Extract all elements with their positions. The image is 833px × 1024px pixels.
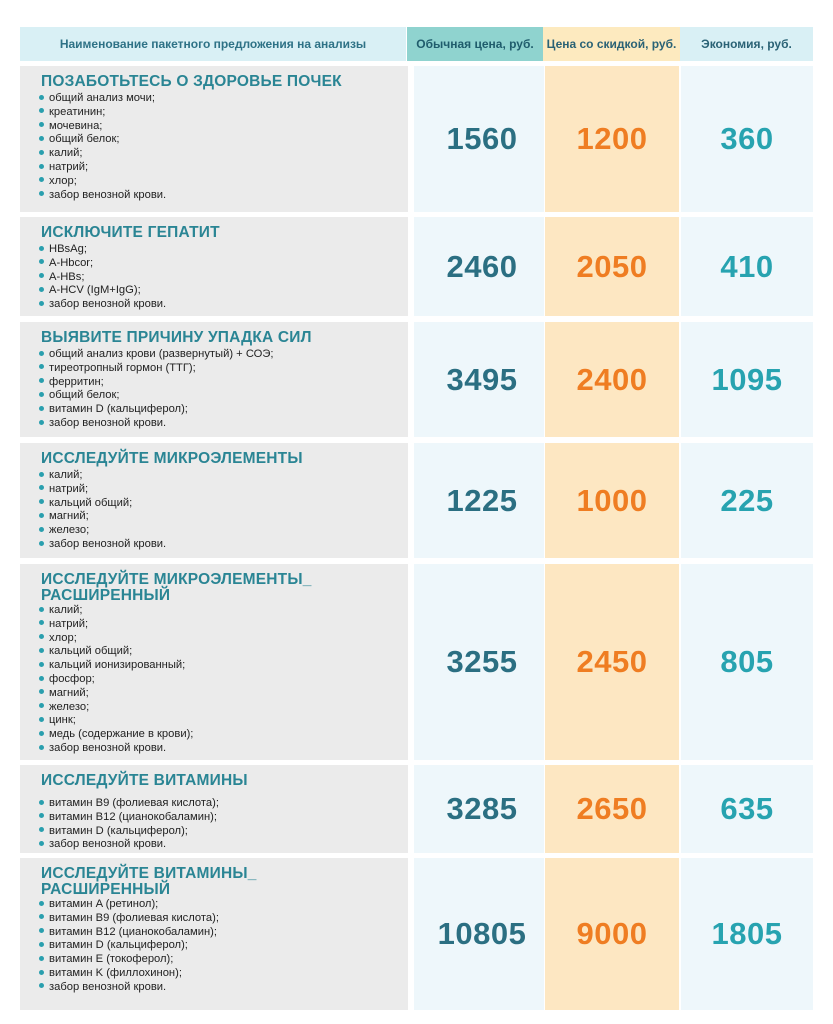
bullet-icon xyxy=(39,392,44,397)
package-item-text: креатинин; xyxy=(49,105,106,118)
header-savings: Экономия, руб. xyxy=(680,27,813,61)
package-item xyxy=(39,645,193,659)
package-item-text: забор венозной крови. xyxy=(49,741,167,754)
discount-price-value: 2650 xyxy=(576,791,648,826)
package-items xyxy=(39,797,219,852)
package-item xyxy=(39,811,219,825)
package-item xyxy=(39,673,193,687)
package-row xyxy=(0,765,833,853)
bullet-icon xyxy=(39,983,44,988)
package-row xyxy=(0,322,833,437)
package-items xyxy=(39,898,219,995)
package-item-text: забор венозной крови. xyxy=(49,188,167,201)
package-item-text: тиреотропный гормон (ТТГ); xyxy=(49,361,196,374)
package-item xyxy=(39,604,193,618)
package-item xyxy=(39,953,219,967)
package-item-text: витамин B9 (фолиевая кислота); xyxy=(49,911,219,924)
package-item xyxy=(39,147,166,161)
package-item xyxy=(39,106,166,120)
package-item xyxy=(39,838,219,852)
savings-value: 1805 xyxy=(711,916,783,951)
package-item-text: кальций ионизированный; xyxy=(49,659,186,672)
package-item xyxy=(39,797,219,811)
package-item xyxy=(39,133,166,147)
package-item xyxy=(39,967,219,981)
savings-value: 410 xyxy=(720,248,774,284)
package-item-text: кальций общий; xyxy=(49,645,133,658)
package-item-text: HBsAg; xyxy=(49,243,87,255)
bullet-icon xyxy=(39,513,44,518)
savings-value: 1095 xyxy=(711,361,783,397)
bullet-icon xyxy=(39,731,44,736)
package-item xyxy=(39,618,193,632)
bullet-icon xyxy=(39,191,44,196)
package-item xyxy=(39,298,166,312)
bullet-icon xyxy=(39,541,44,546)
savings-value: 225 xyxy=(720,482,774,518)
bullet-icon xyxy=(39,150,44,155)
bullet-icon xyxy=(39,122,44,127)
package-item xyxy=(39,538,166,552)
bullet-icon xyxy=(39,485,44,490)
package-row xyxy=(0,217,833,316)
bullet-icon xyxy=(39,499,44,504)
package-row xyxy=(0,564,833,760)
package-items xyxy=(39,604,193,756)
package-title: ИССЛЕДУЙТЕ ВИТАМИНЫ_ РАСШИРЕННЫЙ xyxy=(41,865,257,898)
package-item xyxy=(39,243,166,257)
package-row xyxy=(0,443,833,558)
package-item xyxy=(39,510,166,524)
package-item xyxy=(39,469,166,483)
discount-price-value: 1000 xyxy=(576,482,648,518)
package-item-text: витамин E (токоферол); xyxy=(49,953,174,966)
bullet-icon xyxy=(39,914,44,919)
package-item-text: магний; xyxy=(49,510,89,523)
package-item-text: железо; xyxy=(49,524,90,537)
bullet-icon xyxy=(39,745,44,750)
package-title: ПОЗАБОТЬТЕСЬ О ЗДОРОВЬЕ ПОЧЕК xyxy=(41,73,342,90)
package-title: ВЫЯВИТЕ ПРИЧИНУ УПАДКА СИЛ xyxy=(41,329,312,346)
header-regular-price: Обычная цена, руб. xyxy=(407,27,543,61)
package-items xyxy=(39,243,166,312)
bullet-icon xyxy=(39,164,44,169)
package-item xyxy=(39,161,166,175)
package-item xyxy=(39,659,193,673)
package-item xyxy=(39,284,166,298)
bullet-icon xyxy=(39,364,44,369)
savings-value: 360 xyxy=(720,121,774,156)
bullet-icon xyxy=(39,620,44,625)
package-item xyxy=(39,362,274,376)
package-item-text: витамин A (ретинол); xyxy=(49,898,159,910)
package-item-text: калий; xyxy=(49,469,83,481)
package-item xyxy=(39,257,166,271)
discount-price-value: 2450 xyxy=(576,644,648,679)
header-discount-price: Цена со скидкой, руб. xyxy=(543,27,680,61)
package-item xyxy=(39,825,219,839)
package-item-text: калий; xyxy=(49,604,83,616)
package-item-text: общий белок; xyxy=(49,133,120,146)
package-item-text: магний; xyxy=(49,686,89,699)
bullet-icon xyxy=(39,901,44,906)
bullet-icon xyxy=(39,800,44,805)
package-item-text: кальций общий; xyxy=(49,496,133,509)
bullet-icon xyxy=(39,301,44,306)
package-item xyxy=(39,497,166,511)
package-row xyxy=(0,66,833,212)
package-item-text: витамин D (кальциферол); xyxy=(49,403,188,416)
regular-price-value: 3495 xyxy=(446,361,518,397)
package-row xyxy=(0,858,833,1010)
package-title: ИСКЛЮЧИТЕ ГЕПАТИТ xyxy=(41,224,220,241)
package-item xyxy=(39,981,219,995)
bullet-icon xyxy=(39,273,44,278)
discount-price-value: 1200 xyxy=(576,121,648,156)
package-item xyxy=(39,687,193,701)
package-item xyxy=(39,271,166,285)
package-item xyxy=(39,175,166,189)
package-item xyxy=(39,92,166,106)
bullet-icon xyxy=(39,95,44,100)
regular-price-value: 1560 xyxy=(446,121,518,156)
bullet-icon xyxy=(39,689,44,694)
bullet-icon xyxy=(39,246,44,251)
package-item-text: забор венозной крови. xyxy=(49,416,167,429)
bullet-icon xyxy=(39,942,44,947)
package-item xyxy=(39,403,274,417)
package-item xyxy=(39,742,193,756)
discount-price-value: 9000 xyxy=(576,916,648,951)
bullet-icon xyxy=(39,259,44,264)
package-item-text: общий белок; xyxy=(49,389,120,402)
package-item-text: забор венозной крови. xyxy=(49,298,167,311)
discount-price-value: 2400 xyxy=(576,361,648,397)
package-item-text: A-HCV (IgM+IgG); xyxy=(49,284,141,297)
package-item xyxy=(39,376,274,390)
bullet-icon xyxy=(39,351,44,356)
package-item-text: витамин D (кальциферол); xyxy=(49,824,188,837)
package-item xyxy=(39,939,219,953)
bullet-icon xyxy=(39,527,44,532)
package-item xyxy=(39,389,274,403)
package-item-text: железо; xyxy=(49,700,90,713)
package-item-text: натрий; xyxy=(49,617,89,630)
package-item-text: фосфор; xyxy=(49,672,95,685)
package-item-text: общий анализ крови (развернутый) + СОЭ; xyxy=(49,348,274,360)
package-item-text: забор венозной крови. xyxy=(49,537,167,550)
package-item-text: медь (содержание в крови); xyxy=(49,728,194,741)
bullet-icon xyxy=(39,676,44,681)
package-title: ИССЛЕДУЙТЕ МИКРОЭЛЕМЕНТЫ_ РАСШИРЕННЫЙ xyxy=(41,571,312,604)
package-item xyxy=(39,714,193,728)
package-item-text: мочевина; xyxy=(49,119,103,132)
bullet-icon xyxy=(39,956,44,961)
package-item xyxy=(39,632,193,646)
package-item xyxy=(39,483,166,497)
bullet-icon xyxy=(39,717,44,722)
header-package-name: Наименование пакетного предложения на анализы xyxy=(20,27,406,61)
bullet-icon xyxy=(39,634,44,639)
package-item-text: хлор; xyxy=(49,174,77,187)
package-item-text: витамин D (кальциферол); xyxy=(49,939,188,952)
package-item xyxy=(39,120,166,134)
package-item xyxy=(39,728,193,742)
package-item-text: натрий; xyxy=(49,482,89,495)
package-item-text: забор венозной крови. xyxy=(49,980,167,993)
savings-value: 805 xyxy=(720,644,774,679)
package-item-text: натрий; xyxy=(49,160,89,173)
package-title: ИССЛЕДУЙТЕ МИКРОЭЛЕМЕНТЫ xyxy=(41,450,303,467)
discount-price-value: 2050 xyxy=(576,248,648,284)
bullet-icon xyxy=(39,970,44,975)
regular-price-value: 3255 xyxy=(446,644,518,679)
bullet-icon xyxy=(39,827,44,832)
bullet-icon xyxy=(39,813,44,818)
package-item-text: витамин B12 (цианокобаламин); xyxy=(49,810,217,823)
package-item-text: витамин K (филлохинон); xyxy=(49,966,182,979)
package-item-text: A-Hbcor; xyxy=(49,256,94,269)
bullet-icon xyxy=(39,648,44,653)
bullet-icon xyxy=(39,287,44,292)
bullet-icon xyxy=(39,378,44,383)
package-items xyxy=(39,348,274,431)
regular-price-value: 10805 xyxy=(437,916,527,951)
package-title: ИССЛЕДУЙТЕ ВИТАМИНЫ xyxy=(41,772,248,789)
package-item-text: A-HBs; xyxy=(49,270,85,283)
package-item-text: общий анализ мочи; xyxy=(49,92,155,104)
bullet-icon xyxy=(39,136,44,141)
regular-price-value: 2460 xyxy=(446,248,518,284)
bullet-icon xyxy=(39,406,44,411)
bullet-icon xyxy=(39,108,44,113)
package-item xyxy=(39,701,193,715)
package-item-text: забор венозной крови. xyxy=(49,838,167,851)
package-item xyxy=(39,524,166,538)
package-item xyxy=(39,898,219,912)
bullet-icon xyxy=(39,841,44,846)
package-item-text: витамин B9 (фолиевая кислота); xyxy=(49,797,219,809)
package-item xyxy=(39,926,219,940)
bullet-icon xyxy=(39,703,44,708)
package-item xyxy=(39,417,274,431)
regular-price-value: 3285 xyxy=(446,791,518,826)
package-items xyxy=(39,469,166,552)
package-item-text: хлор; xyxy=(49,631,77,644)
package-item-text: ферритин; xyxy=(49,375,104,388)
regular-price-value: 1225 xyxy=(446,482,518,518)
package-item xyxy=(39,912,219,926)
package-item xyxy=(39,189,166,203)
package-item-text: цинк; xyxy=(49,714,76,727)
bullet-icon xyxy=(39,662,44,667)
package-items xyxy=(39,92,166,202)
bullet-icon xyxy=(39,928,44,933)
savings-value: 635 xyxy=(720,791,774,826)
bullet-icon xyxy=(39,177,44,182)
package-item xyxy=(39,348,274,362)
bullet-icon xyxy=(39,472,44,477)
package-item-text: витамин B12 (цианокобаламин); xyxy=(49,925,217,938)
bullet-icon xyxy=(39,607,44,612)
package-item-text: калий; xyxy=(49,147,83,160)
bullet-icon xyxy=(39,420,44,425)
